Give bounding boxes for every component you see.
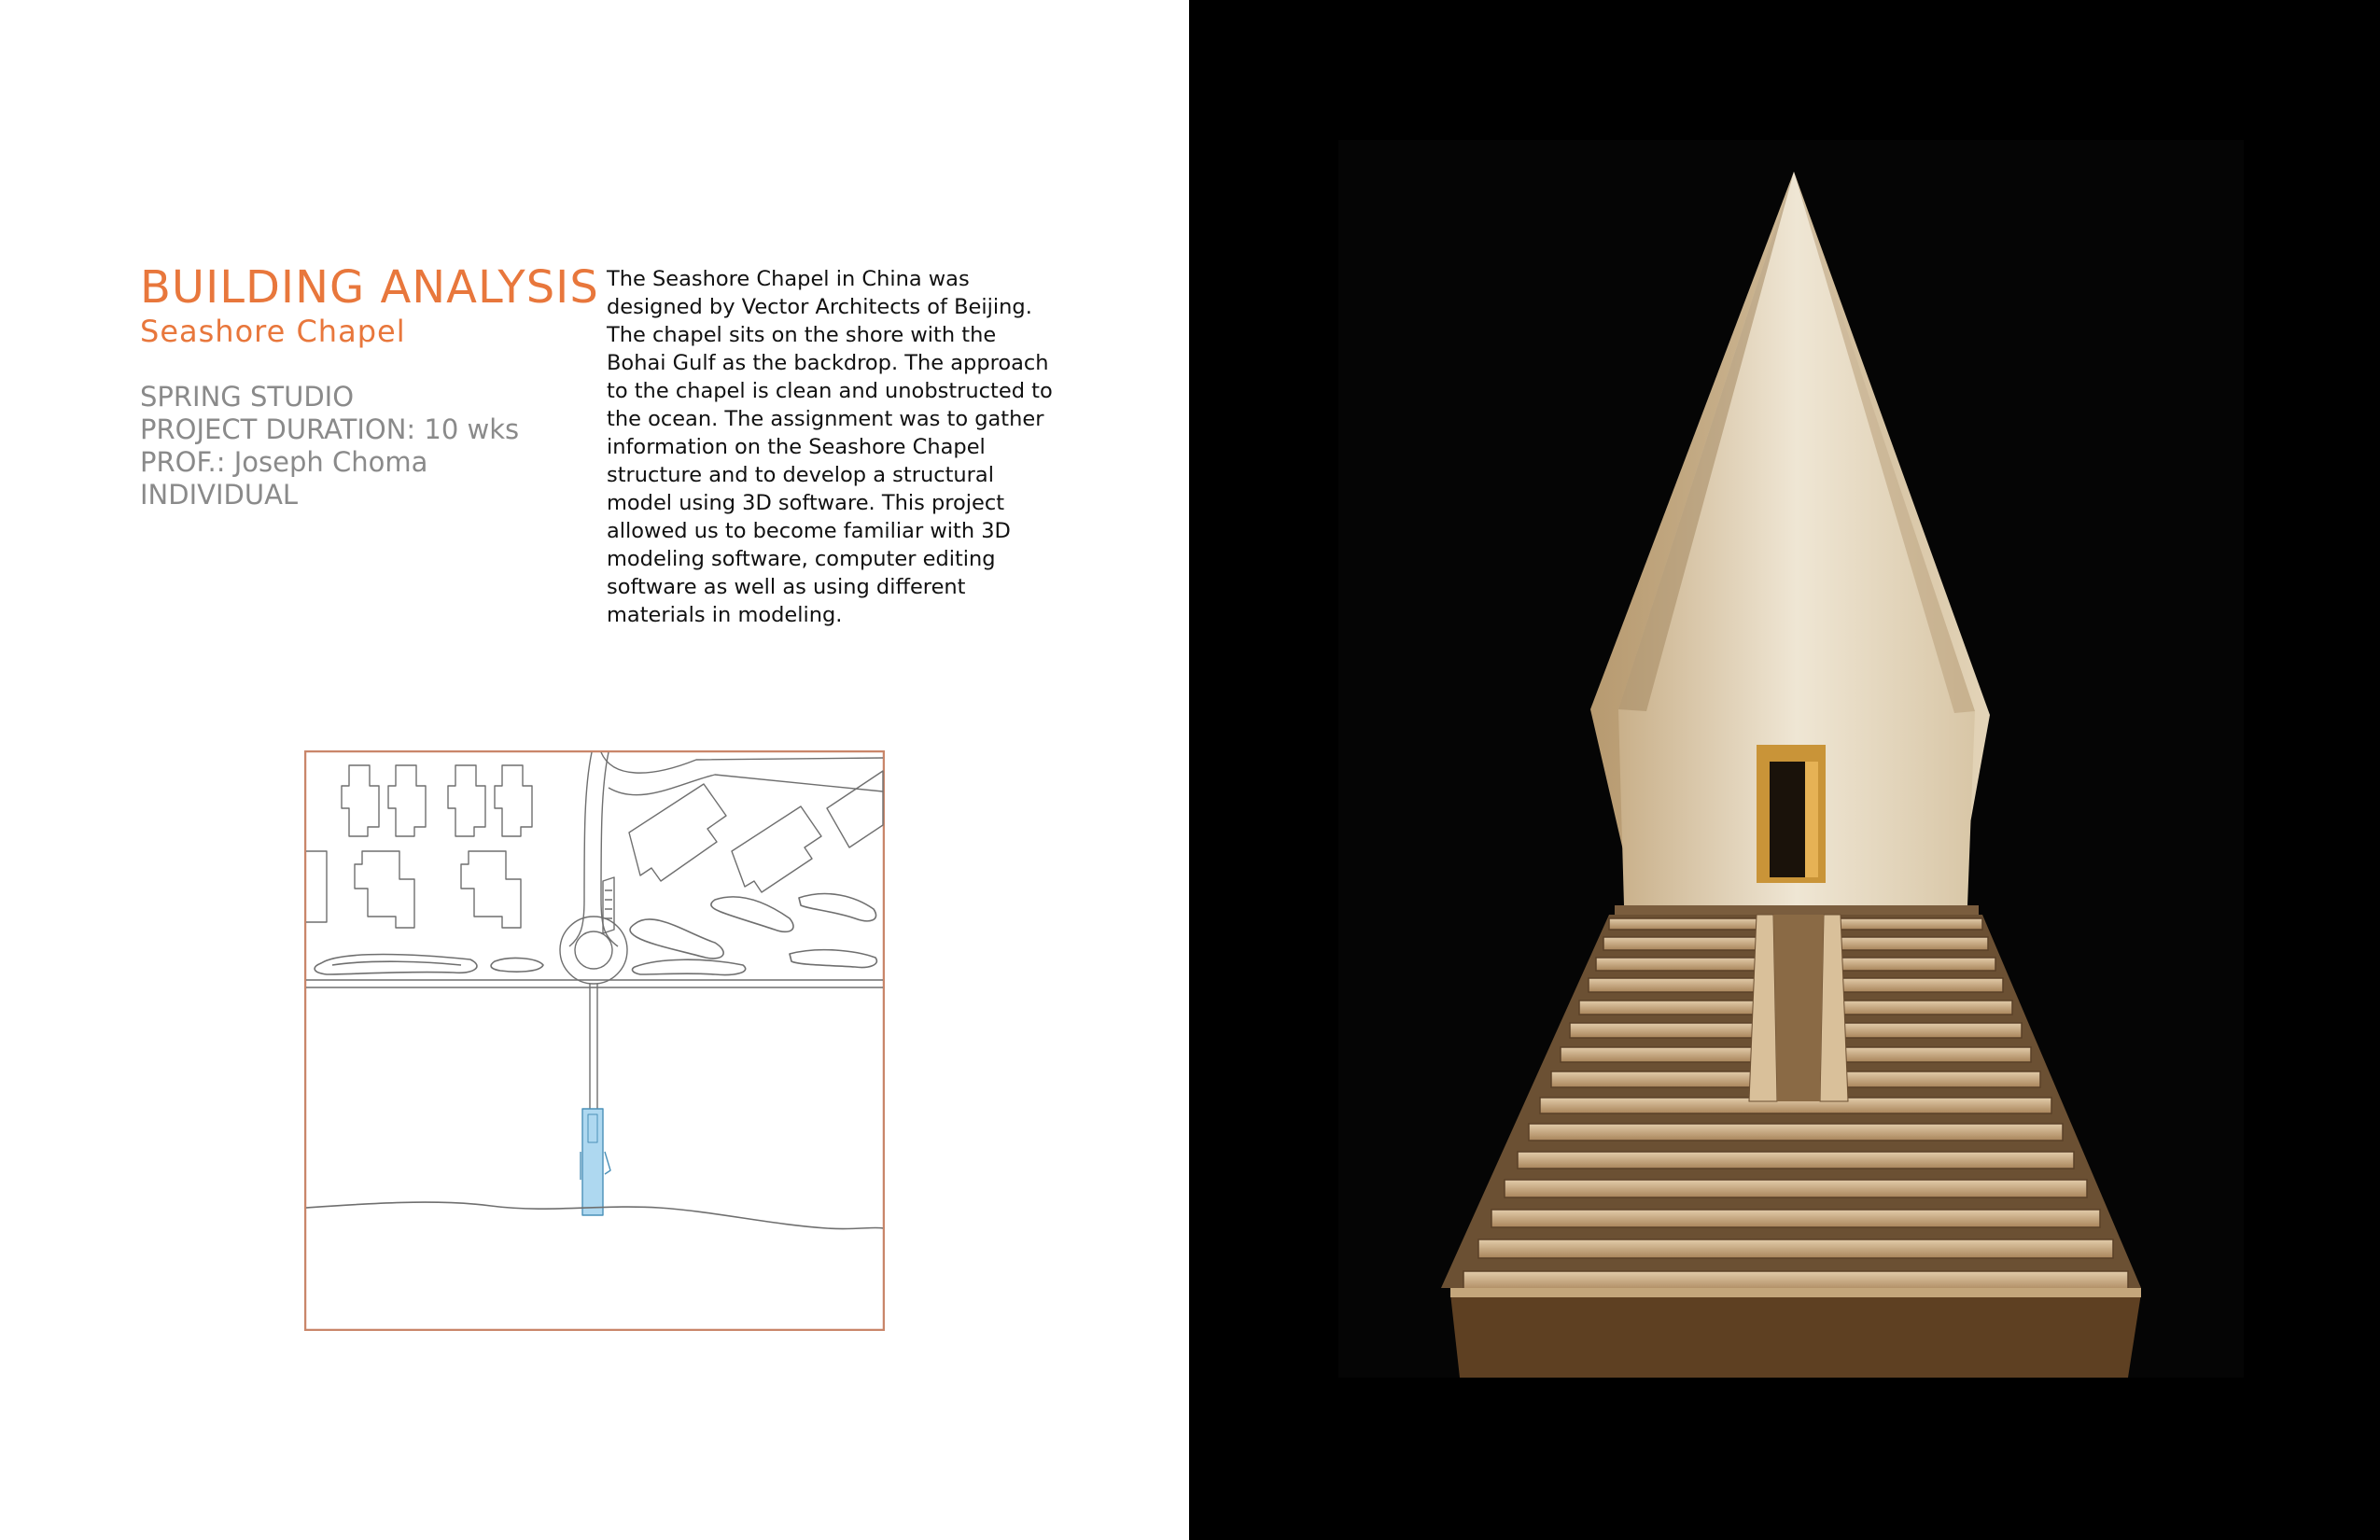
residential-blocks [306, 765, 532, 928]
meta-team: INDIVIDUAL [140, 479, 299, 511]
project-meta [140, 381, 519, 511]
left-page [0, 0, 1189, 1540]
page-title: BUILDING ANALYSIS [140, 261, 599, 314]
chapel-footprint [581, 1109, 610, 1215]
project-description: The Seashore Chapel in China was designed by Vector Architects of Beijing. The chapel sits on the shore with the Bohai Gulf as the backdrop. The approach to the chapel is clean and unobstructed to the ocean. The assignment was to gather information on the Seashore Chapel structure and to develop a structural model using 3D software. This project allowed us to become familiar with 3D modeling software, computer editing software as well as using different materials in modeling. [607, 267, 1053, 627]
meta-professor: PROF.: Joseph Choma [140, 446, 428, 478]
site-plan-frame [305, 751, 884, 1330]
roundabout [560, 917, 627, 984]
planters [315, 894, 876, 975]
page-subtitle: Seashore Chapel [140, 314, 406, 349]
site-plan-drawing [304, 750, 885, 1331]
chapel-model-photo [1338, 140, 2244, 1378]
pier-walkway [590, 984, 597, 1113]
meta-studio: SPRING STUDIO [140, 381, 355, 413]
meta-duration: PROJECT DURATION: 10 wks [140, 413, 520, 445]
